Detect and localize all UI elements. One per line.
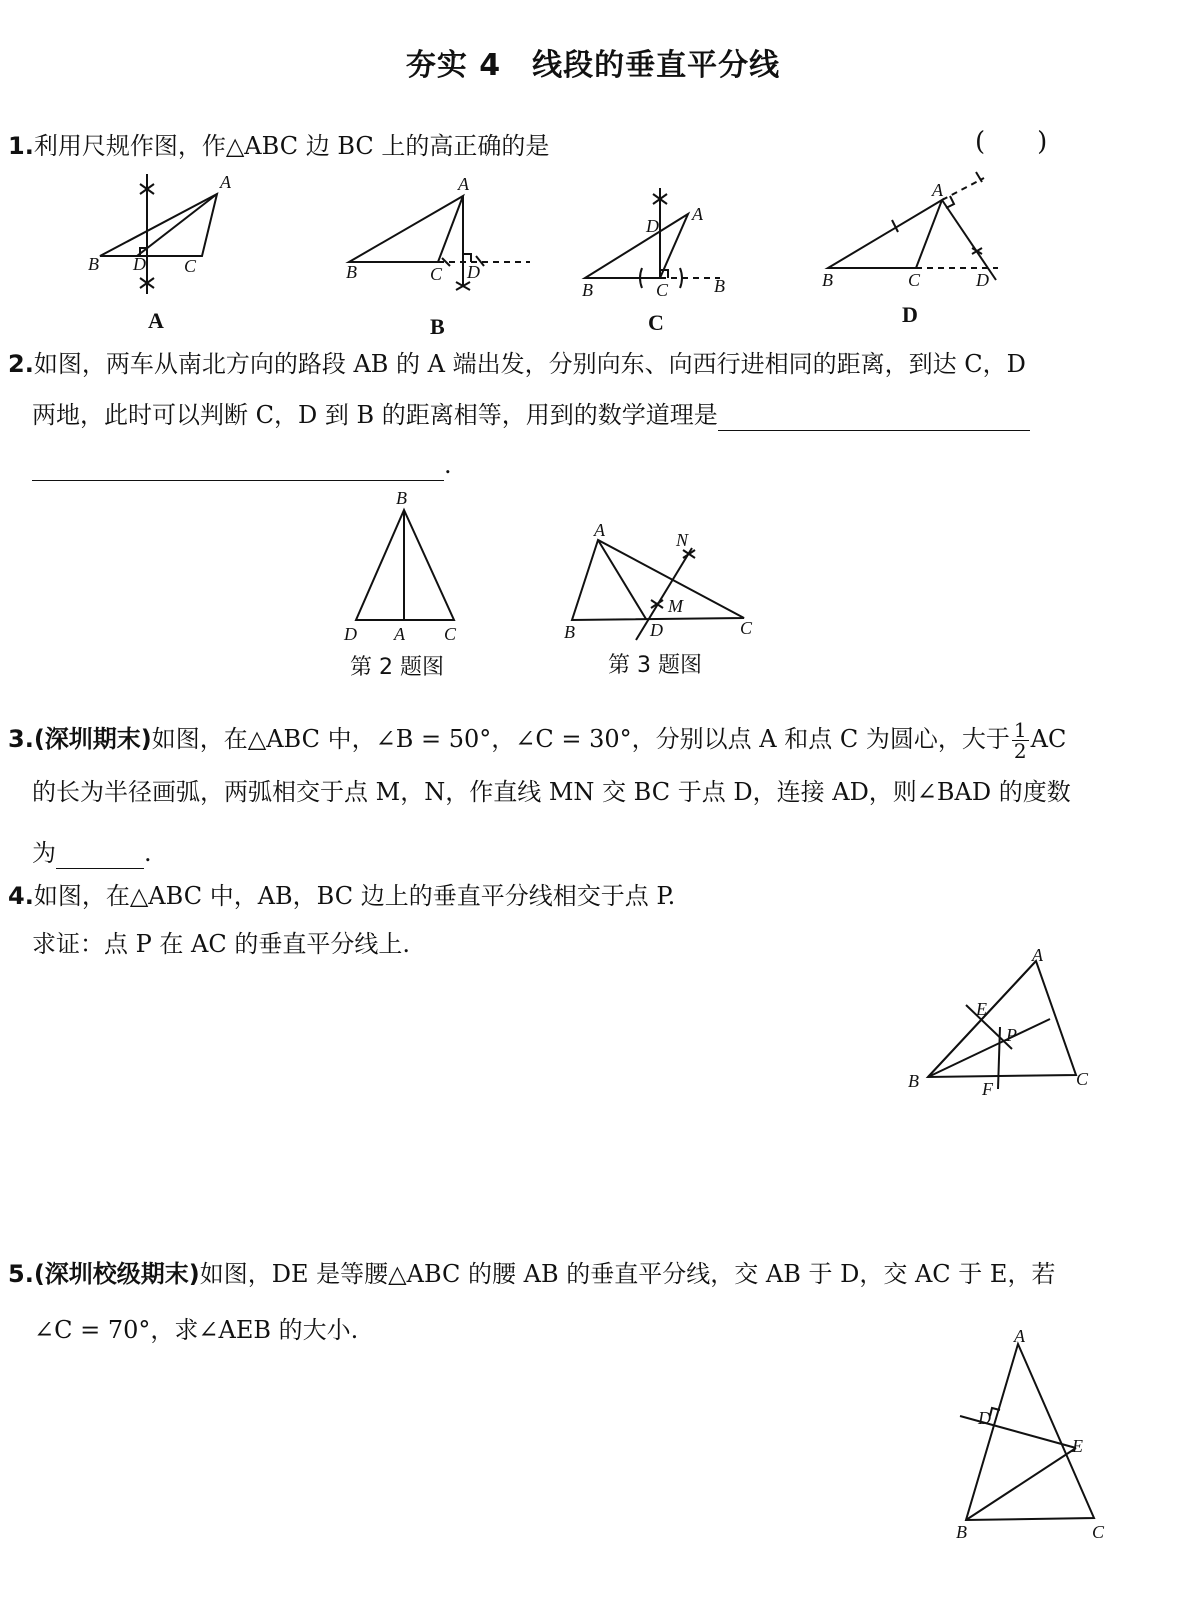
option-b-label: B — [430, 314, 445, 339]
arc-mark — [680, 268, 682, 288]
question-1 — [8, 130, 549, 162]
line-mn — [636, 548, 692, 640]
figure-option-c — [582, 188, 725, 300]
figure-question-4 — [900, 945, 1100, 1105]
segment-be — [966, 1448, 1076, 1520]
question-5 — [8, 1258, 1055, 1290]
question-number: 3. — [8, 725, 34, 753]
triangle — [828, 200, 942, 268]
question-3-line-2: 的长为半径画弧，两弧相交于点 M，N，作直线 MN 交 BC 于点 D，连接 AD，则∠BAD 的度数 — [32, 778, 1071, 806]
label-c: C — [1092, 1522, 1105, 1542]
label-a: A — [692, 204, 703, 224]
label-a: A — [932, 180, 943, 200]
label-p: P — [1006, 1025, 1017, 1045]
question-number: 5. — [8, 1260, 34, 1288]
label-c: C — [908, 270, 921, 290]
label-b: B — [908, 1071, 919, 1091]
question-5-line-2: ∠C = 70°，求∠AEB 的大小. — [34, 1316, 359, 1344]
question-text-ac: AC — [1030, 725, 1067, 753]
right-angle-mark — [463, 254, 471, 262]
label-e: E — [976, 999, 987, 1019]
label-e: E — [1072, 1436, 1083, 1456]
label-a: A — [594, 520, 605, 540]
question-text-line-1: 如图，两车从南北方向的路段 AB 的 A 端出发，分别向东、向西行进相同的距离，到达 C，D — [33, 350, 1026, 378]
question-2-line-2 — [32, 398, 1030, 431]
period: . — [444, 451, 452, 479]
answer-blank[interactable] — [718, 398, 1030, 431]
triangle — [928, 961, 1076, 1077]
label-a: A — [1014, 1326, 1025, 1346]
triangle — [349, 196, 463, 262]
answer-blank-continued[interactable] — [32, 448, 444, 481]
label-c: C — [184, 256, 197, 276]
page-title: 夯实 4 线段的垂直平分线 — [405, 48, 781, 83]
question-2-line-3 — [32, 448, 452, 481]
caption-figure-2: 第 2 题图 — [350, 655, 444, 680]
label-a: A — [220, 172, 231, 192]
label-b: B — [396, 488, 407, 508]
question-1-figures — [80, 170, 1060, 310]
triangle — [100, 194, 217, 256]
question-number: 1. — [8, 132, 34, 160]
label-m: M — [668, 596, 683, 616]
caption-figure-3: 第 3 题图 — [608, 653, 702, 678]
figure-option-d — [822, 172, 998, 290]
label-d: D — [646, 216, 659, 236]
period: . — [144, 839, 152, 867]
triangle — [585, 214, 688, 278]
figure-question-5 — [940, 1320, 1120, 1550]
answer-blank[interactable] — [56, 836, 144, 869]
label-a: A — [458, 174, 469, 194]
question-text: 利用尺规作图，作△ABC 边 BC 上的高正确的是 — [33, 132, 550, 160]
label-d: D — [133, 254, 146, 274]
figure-question-2 — [330, 480, 490, 660]
label-b: B — [822, 270, 833, 290]
question-text-line-1: 如图，在△ABC 中，AB，BC 边上的垂直平分线相交于点 P. — [33, 882, 676, 910]
label-n: N — [676, 530, 689, 550]
fraction-numerator: 1 — [1013, 718, 1027, 742]
label-a: A — [394, 624, 405, 644]
label-d: D — [467, 262, 480, 282]
source-tag: (深圳校级期末) — [33, 1260, 200, 1288]
question-3 — [8, 720, 1066, 761]
label-a: A — [1032, 945, 1043, 965]
label-c: C — [430, 264, 443, 284]
question-3-line-3 — [32, 836, 152, 869]
label-d: D — [976, 270, 989, 290]
question-text-line-1: 如图，DE 是等腰△ABC 的腰 AB 的垂直平分线，交 AB 于 D，交 AC 于 E，若 — [199, 1260, 1056, 1288]
question-text-line-2: 两地，此时可以判断 C，D 到 B 的距离相等，用到的数学道理是 — [32, 401, 718, 429]
option-d-label: D — [902, 302, 918, 327]
arc-mark — [976, 172, 982, 182]
label-b: B — [564, 622, 575, 642]
question-4 — [8, 880, 675, 912]
source-tag: (深圳期末) — [33, 725, 152, 753]
label-d: D — [650, 620, 663, 640]
fraction-denominator: 2 — [1013, 739, 1027, 763]
question-4-line-2: 求证：点 P 在 AC 的垂直平分线上. — [32, 930, 410, 958]
question-number: 4. — [8, 882, 34, 910]
label-d: D — [978, 1408, 991, 1428]
extension-line — [942, 178, 984, 200]
fraction-one-half — [1012, 720, 1029, 761]
label-c: C — [444, 624, 457, 644]
figure-option-b — [346, 174, 530, 290]
label-f: F — [982, 1079, 993, 1099]
question-text-line-3: 为 — [32, 839, 56, 867]
label-c: C — [740, 618, 753, 638]
label-b: B — [582, 280, 593, 300]
question-text-line-1: 如图，在△ABC 中，∠B = 50°，∠C = 30°，分别以点 A 和点 C 为圆心，大于 — [151, 725, 1010, 753]
question-2 — [8, 348, 1026, 380]
label-c: C — [656, 280, 669, 300]
option-c-label: C — [648, 310, 664, 335]
label-b: B — [714, 276, 725, 296]
option-a-label: A — [148, 308, 164, 333]
figure-option-a — [88, 172, 232, 294]
label-b: B — [88, 254, 99, 274]
question-number: 2. — [8, 350, 34, 378]
label-d: D — [344, 624, 357, 644]
triangle — [572, 540, 744, 620]
triangle — [966, 1344, 1094, 1520]
figure-question-3 — [556, 520, 776, 650]
label-c: C — [1076, 1069, 1089, 1089]
label-b: B — [956, 1522, 967, 1542]
answer-parentheses: ( ) — [975, 127, 1048, 157]
label-b: B — [346, 262, 357, 282]
